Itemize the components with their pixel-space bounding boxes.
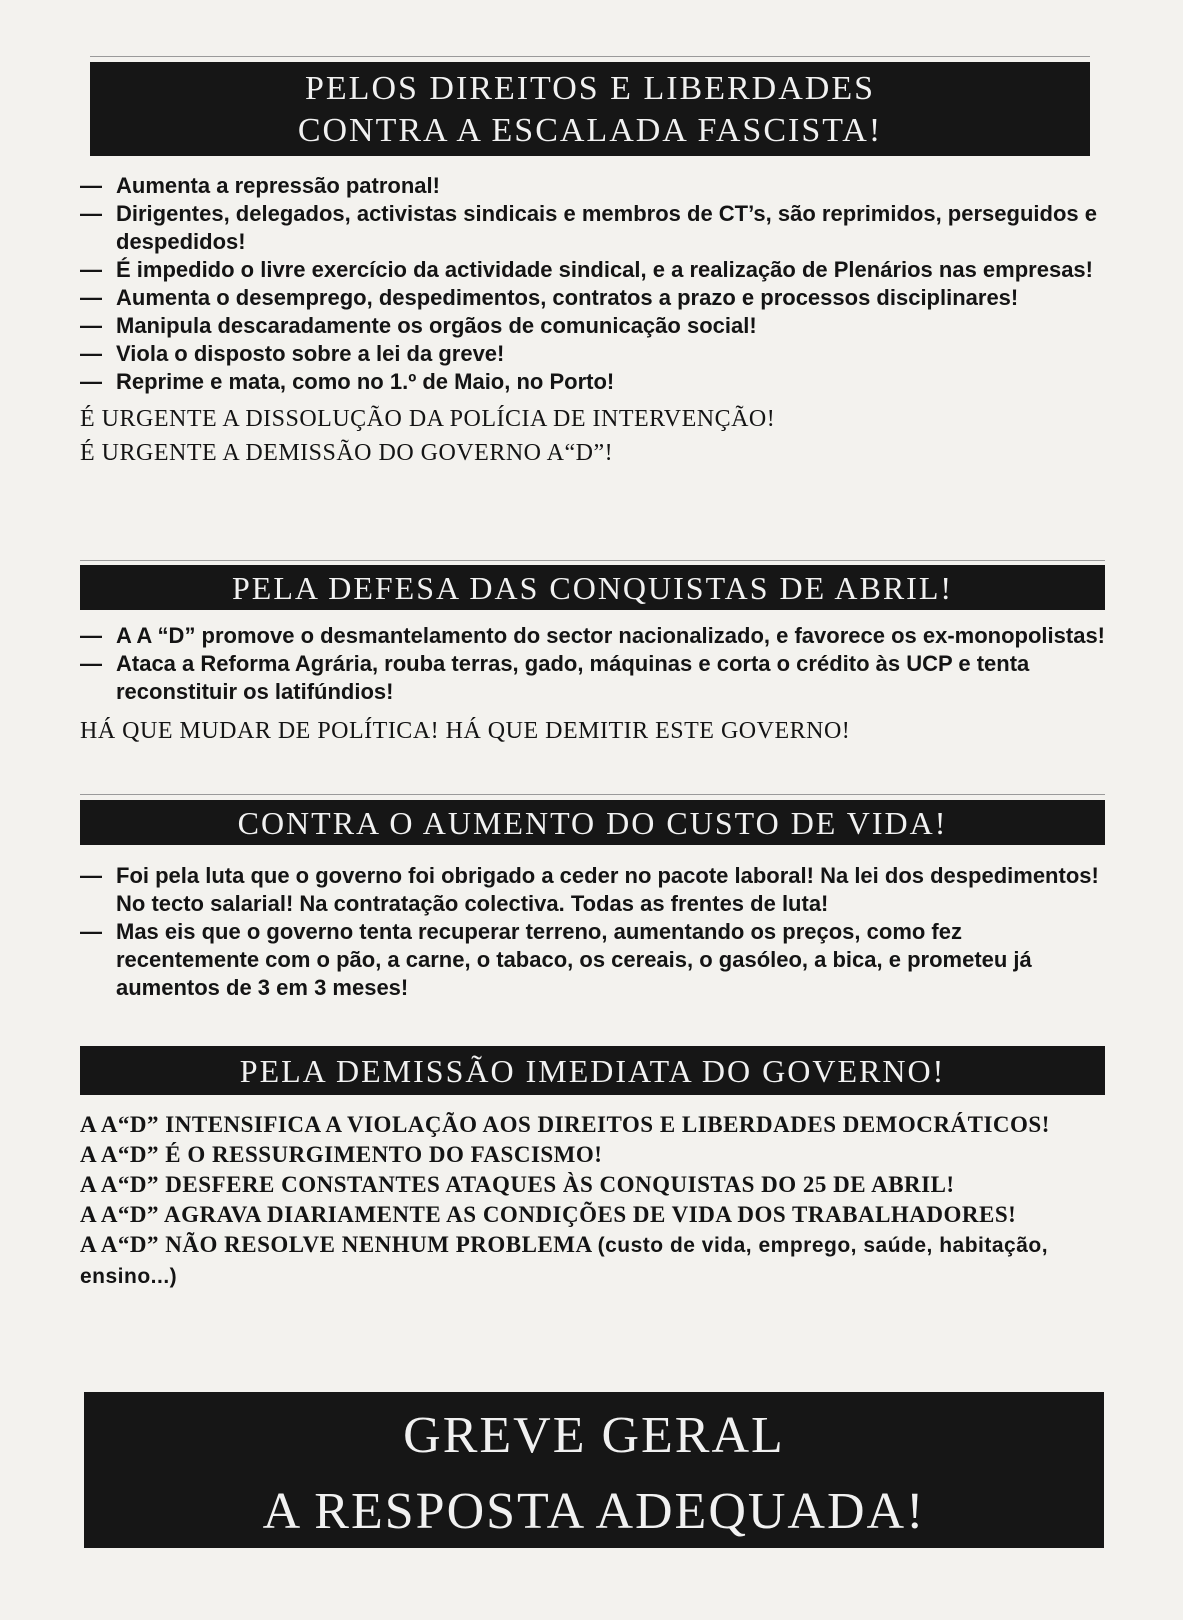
divider — [90, 56, 1090, 57]
banner-line-2: CONTRA A ESCALADA FASCISTA! — [297, 112, 883, 149]
list-item-text: A A “D” promove o desmantelamento do sector nacionalizado, e favorece os ex-monopolistas! — [116, 623, 1106, 648]
slogan-government: É URGENTE A DEMISSÃO DO GOVERNO A“D”! — [80, 440, 614, 466]
divider — [80, 794, 1105, 795]
section3-list — [80, 862, 1110, 1002]
list-item — [80, 862, 1110, 918]
statement: A A“D” É O RESSURGIMENTO DO FASCISMO! — [80, 1142, 603, 1167]
general-strike-title: GREVE GERAL — [403, 1407, 785, 1464]
section1-list — [80, 172, 1110, 470]
dash: — — [80, 285, 102, 310]
list-item-text: Foi pela luta que o governo foi obrigado a ceder no pacote laboral! Na lei dos despedimentos! No tecto salarial! Na contratação colectiva. Todas as frentes de luta! — [116, 863, 1099, 916]
list-item-text: É impedido o livre exercício da actividade sindical, e a realização de Plenários nas empresas! — [116, 257, 1093, 282]
list-item — [80, 368, 1110, 396]
banner-cost-of-living: CONTRA O AUMENTO DO CUSTO DE VIDA! — [80, 800, 1105, 845]
section2-list — [80, 622, 1110, 748]
dash: — — [80, 201, 102, 226]
divider — [80, 560, 1105, 561]
banner-immediate-dismissal: PELA DEMISSÃO IMEDIATA DO GOVERNO! — [80, 1046, 1105, 1095]
list-item — [80, 650, 1110, 706]
list-item — [80, 172, 1110, 200]
list-item-text: Aumenta a repressão patronal! — [116, 173, 440, 198]
list-item-text: Ataca a Reforma Agrária, rouba terras, gado, máquinas e corta o crédito às UCP e tenta reconstituir os latifúndios! — [116, 651, 1030, 704]
list-item — [80, 340, 1110, 368]
list-item-text: Aumenta o desemprego, despedimentos, contratos a prazo e processos disciplinares! — [116, 285, 1019, 310]
dash: — — [80, 623, 102, 648]
slogan-change-policy: HÁ QUE MUDAR DE POLÍTICA! HÁ QUE DEMITIR ESTE GOVERNO! — [80, 718, 851, 744]
section4-statements — [80, 1110, 1110, 1292]
statement: A A“D” INTENSIFICA A VIOLAÇÃO AOS DIREITOS E LIBERDADES DEMOCRÁTICOS! — [80, 1112, 1050, 1137]
dash: — — [80, 341, 102, 366]
general-strike-subtitle: A RESPOSTA ADEQUADA! — [262, 1483, 926, 1540]
dash: — — [80, 919, 102, 944]
list-item — [80, 284, 1110, 312]
dash: — — [80, 313, 102, 338]
statement: A A“D” AGRAVA DIARIAMENTE AS CONDIÇÕES DE VIDA DOS TRABALHADORES! — [80, 1202, 1017, 1227]
list-item-text: Viola o disposto sobre a lei da greve! — [116, 341, 505, 366]
list-item — [80, 256, 1110, 284]
statement — [80, 1230, 1110, 1292]
list-item — [80, 622, 1110, 650]
statement: A A“D” DESFERE CONSTANTES ATAQUES ÀS CONQUISTAS DO 25 DE ABRIL! — [80, 1172, 955, 1197]
list-item — [80, 200, 1110, 256]
list-item — [80, 312, 1110, 340]
list-item-text: Mas eis que o governo tenta recuperar terreno, aumentando os preços, como fez recentemente com o pão, a carne, o tabaco, os cereais, o gasóleo, a bica, e prometeu já aumentos de 3 em 3 meses! — [116, 919, 1032, 1000]
banner-april-conquests: PELA DEFESA DAS CONQUISTAS DE ABRIL! — [80, 565, 1105, 610]
list-item-text: Reprime e mata, como no 1.º de Maio, no Porto! — [116, 369, 615, 394]
list-item — [80, 918, 1110, 1002]
statement-suffix: (custo de vida, emprego, saúde, habitação, ensino...) — [80, 1234, 1049, 1288]
banner-general-strike — [84, 1392, 1104, 1548]
dash: — — [80, 651, 102, 676]
banner-rights-liberties — [90, 62, 1090, 156]
list-item-text: Manipula descaradamente os orgãos de comunicação social! — [116, 313, 757, 338]
statement-text: A A“D” NÃO RESOLVE NENHUM PROBLEMA — [80, 1232, 592, 1257]
list-item-text: Dirigentes, delegados, activistas sindicais e membros de CT’s, são reprimidos, perseguidos e despedidos! — [116, 201, 1097, 254]
dash: — — [80, 257, 102, 282]
dash: — — [80, 369, 102, 394]
dash: — — [80, 863, 102, 888]
slogan-police: É URGENTE A DISSOLUÇÃO DA POLÍCIA DE INTERVENÇÃO! — [80, 406, 776, 432]
dash: — — [80, 173, 102, 198]
banner-line-1: PELOS DIREITOS E LIBERDADES — [305, 70, 875, 107]
